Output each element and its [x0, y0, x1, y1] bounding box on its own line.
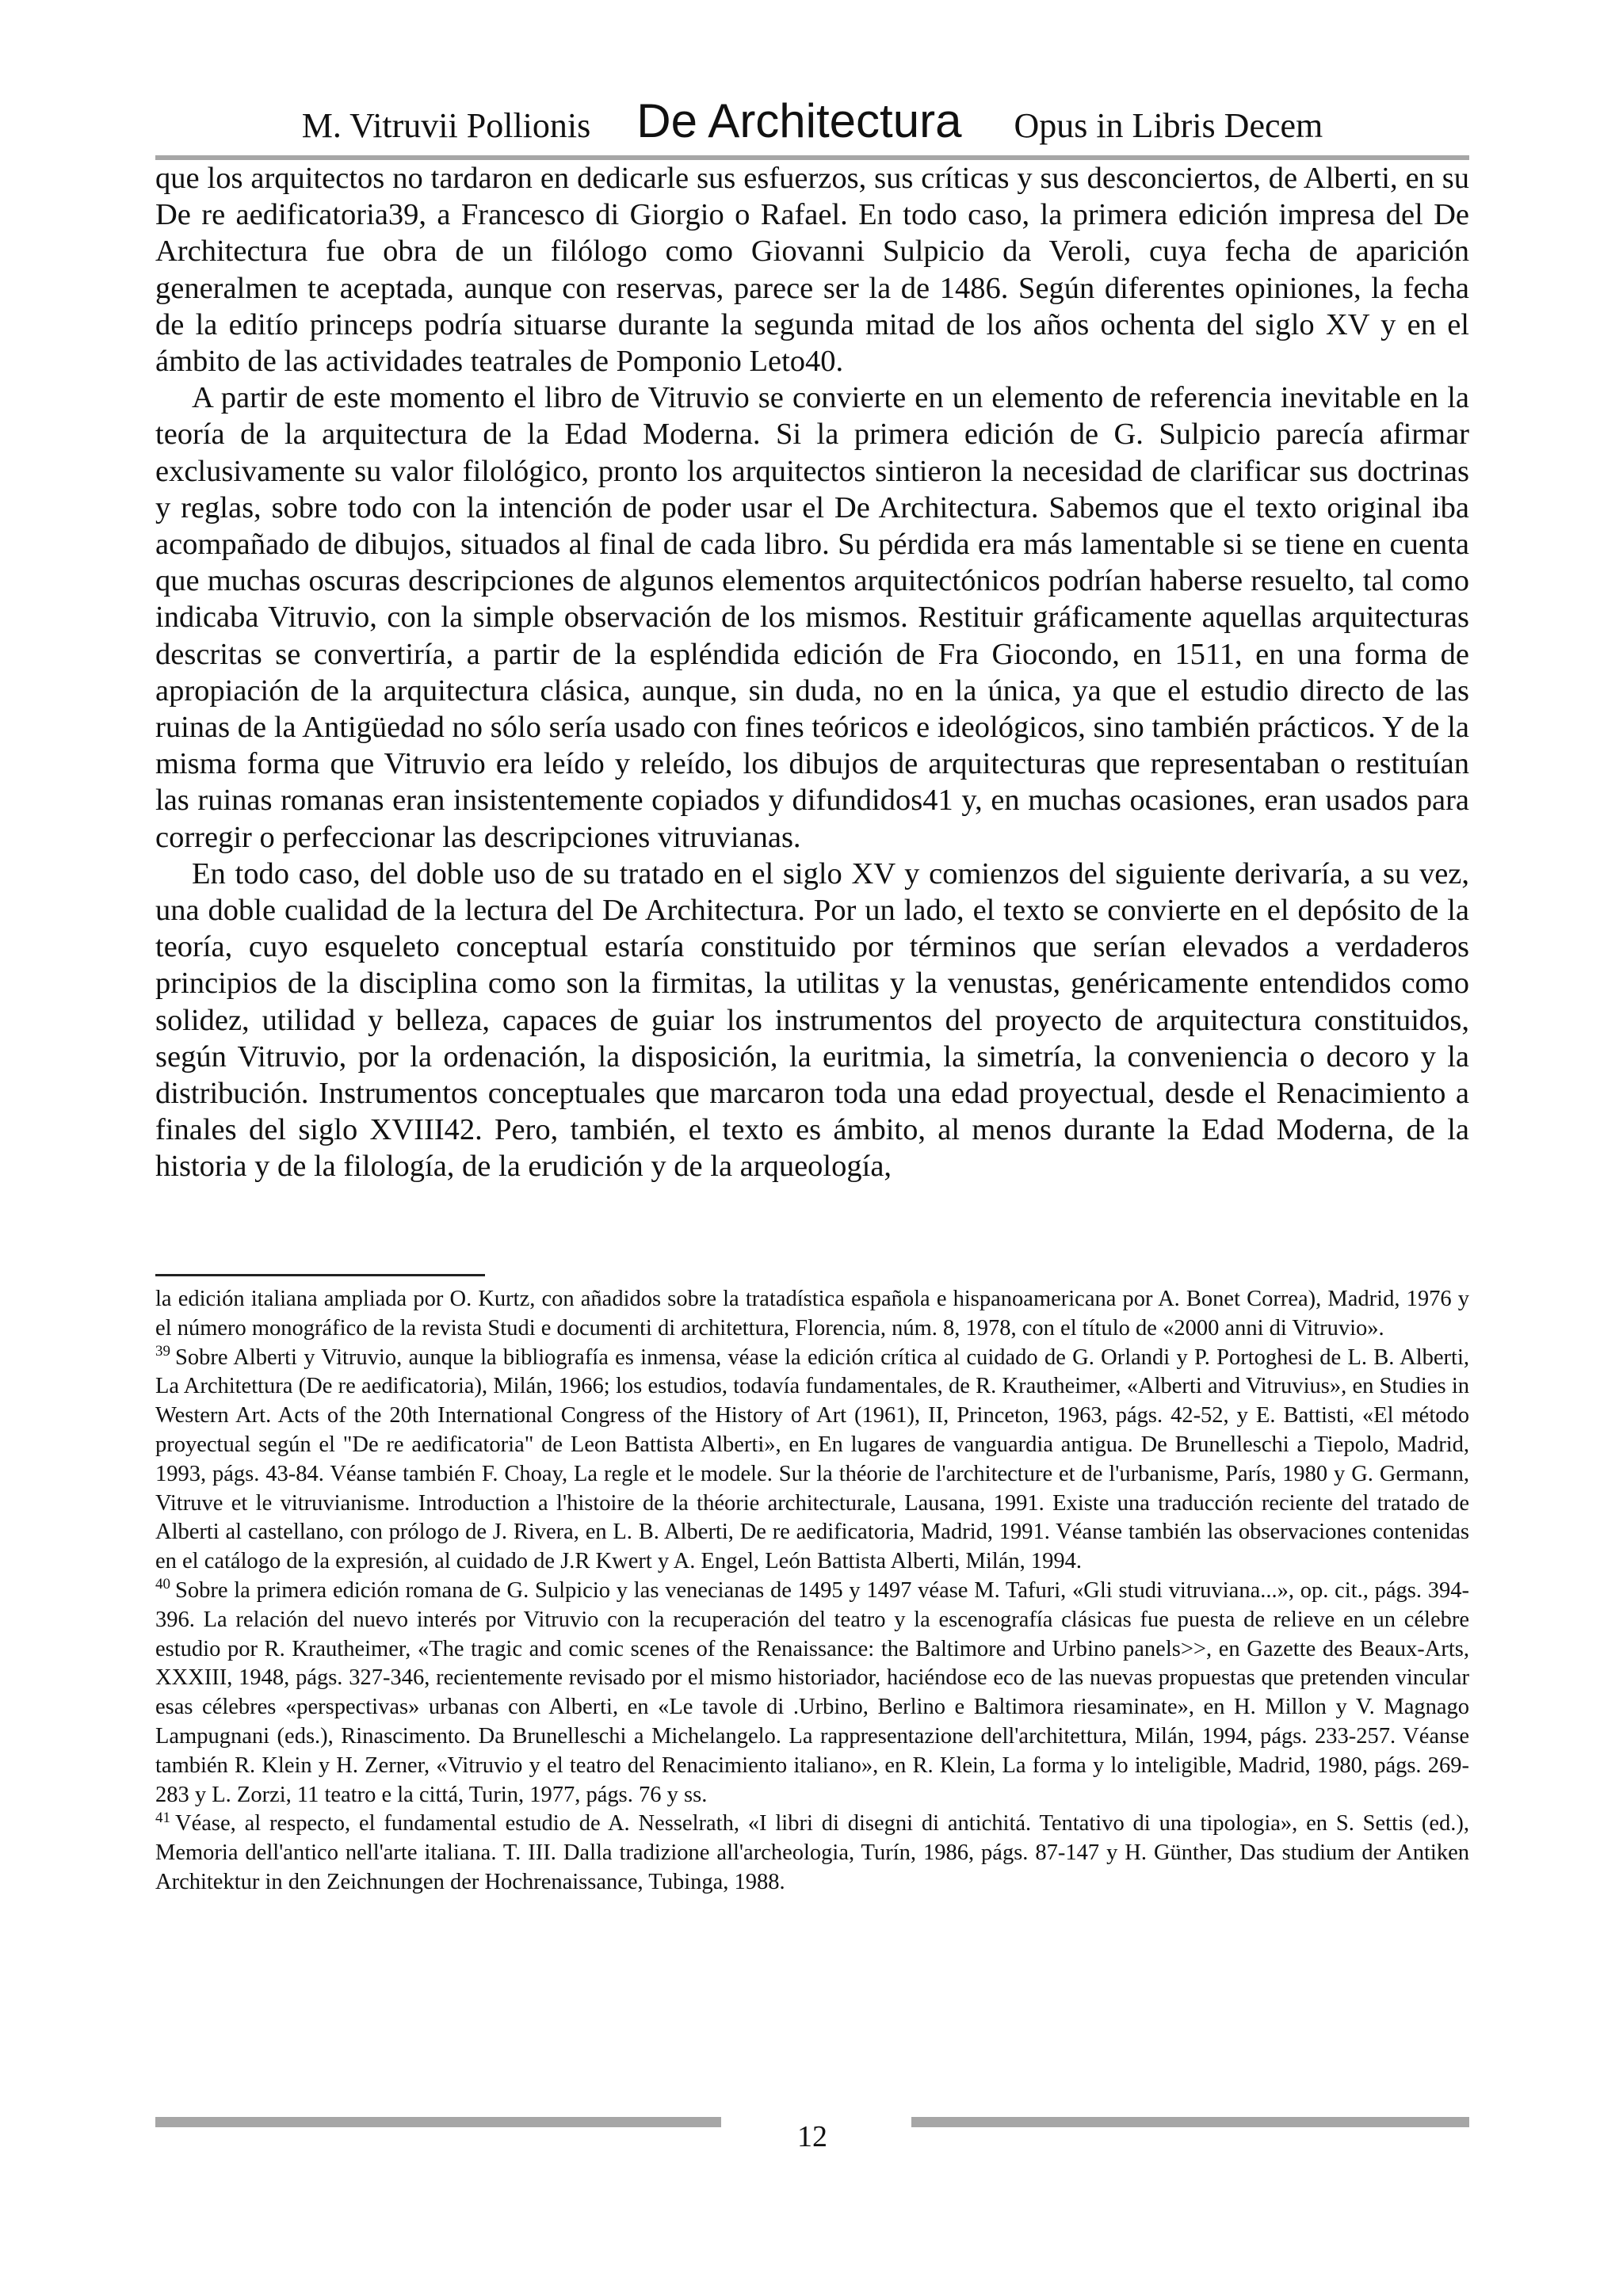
footnote-number: 39 — [155, 1343, 170, 1360]
footnote-text: Véase, al respecto, el fundamental estudio de A. Nesselrath, «I libri di disegni di antichitá. Tentativo di una tipologia», en S. Settis (ed.), Memoria dell'antico nell'arte italiana. T. III. Dalla tradizione all'archeologia, Turín, 1986, págs. 87-147 y H. Günther, Das studium der Antiken Architektur in den Zeichnungen der Hochrenaissance, Tubinga, 1988. — [155, 1811, 1469, 1894]
header-subtitle: Opus in Libris Decem — [1014, 106, 1323, 145]
page-number: 12 — [797, 2120, 827, 2153]
footnote-continued: la edición italiana ampliada por O. Kurtz, con añadidos sobre la tratadística española e hispanoamericana por A. Bonet Correa), Madrid, 1976 y el número monográfico de la revista Studi e documenti di architettura, Florencia, núm. 8, 1978, con el título de «2000 anni di Vitruvio». — [155, 1287, 1469, 1341]
footnote-text: Sobre la primera edición romana de G. Sulpicio y las venecianas de 1495 y 1497 véase M. Tafuri, «Gli studi vitruviana...», op. cit., págs. 394-396. La relación del nuevo interés por Vitruvio con la recuperación del teatro y la escenografía clásicas fue puesta de relieve en un célebre estudio por R. Krautheimer, «The tragic and comic scenes of the Renaissance: the Baltimore and Urbino panels>>, en Gazette des Beaux-Arts, XXXIII, 1948, págs. 327-346, recientemente revisado por el mismo historiador, haciéndose eco de las nuevas propuestas que pretenden vincular esas célebres «perspectivas» urbanas con Alberti, en «Le tavole di .Urbino, Berlino e Baltimora riesaminate», en H. Millon y V. Magnago Lampugnani (eds.), Rinascimento. Da Brunelleschi a Michelangelo. La rappresentazione dell'architettura, Milán, 1994, págs. 233-257. Véanse también R. Klein y H. Zerner, «Vitruvio y el teatro del Renacimiento italiano», en R. Klein, La forma y lo inteligible, Madrid, 1980, págs. 269-283 y L. Zorzi, 11 teatro e la cittá, Turin, 1977, págs. 76 y ss. — [155, 1577, 1469, 1807]
footer-bar-left — [155, 2117, 721, 2127]
footnote-39 — [155, 1344, 1469, 1577]
header-title: De Architectura — [636, 94, 962, 147]
footnote-number: 40 — [155, 1576, 170, 1593]
footnote-41 — [155, 1810, 1469, 1897]
paragraph: A partir de este momento el libro de Vitruvio se convierte en un elemento de referencia inevitable en la teoría de la arquitectura de la Edad Moderna. Si la primera edición de G. Sulpicio parecía afirmar exclusivamente su valor filológico, pronto los arquitectos sintieron la necesidad de clarificar sus doctrinas y reglas, sobre todo con la intención de poder usar el De Architectura. Sabemos que el texto original iba acompañado de dibujos, situados al final de cada libro. Su pérdida era más lamentable si se tiene en cuenta que muchas oscuras descripciones de algunos elementos arquitectónicos podrían haberse resuelto, tal como indicaba Vitruvio, con la simple observación de los mismos. Restituir gráficamente aquellas arquitecturas descritas se convertiría, a partir de la espléndida edición de Fra Giocondo, en 1511, en una forma de apropiación de la arquitectura clásica, aunque, sin duda, no en la única, ya que el estudio directo de las ruinas de la Antigüedad no sólo sería usado con fines teóricos e ideológicos, sino también prácticos. Y de la misma forma que Vitruvio era leído y releído, los dibujos de arquitecturas que representaban o restituían las ruinas romanas eran insistentemente copiados y difundidos41 y, en muchas ocasiones, eran usados para corregir o perfeccionar las descripciones vitruvianas. — [155, 381, 1469, 854]
paragraph: que los arquitectos no tardaron en dedicarle sus esfuerzos, sus críticas y sus desconciertos, de Alberti, en su De re aedificatoria39, a Francesco di Giorgio o Rafael. En todo caso, la primera edición impresa del De Architectura fue obra de un filólogo como Giovanni Sulpicio da Veroli, cuya fecha de aparición generalmen te aceptada, aunque con reservas, parece ser la de 1486. Según diferentes opiniones, la fecha de la editío princeps podría situarse durante la segunda mitad de los años ochenta del siglo XV y en el ámbito de las actividades teatrales de Pomponio Leto40. — [155, 162, 1469, 379]
footer-bar-right — [911, 2117, 1469, 2127]
footnote-40 — [155, 1577, 1469, 1810]
footnote-number: 41 — [155, 1809, 170, 1826]
header-author: M. Vitruvii Pollionis — [301, 106, 591, 145]
footnote-separator — [155, 1274, 485, 1276]
running-header — [155, 93, 1469, 165]
body-text — [155, 160, 1469, 1185]
paragraph: En todo caso, del doble uso de su tratado en el siglo XV y comienzos del siguiente derivaría, a su vez, una doble cualidad de la lectura del De Architectura. Por un lado, el texto se convierte en el depósito de la teoría, cuyo esqueleto conceptual estaría constituido por términos que serían elevados a verdaderos principios de la disciplina como son la firmitas, la utilitas y la venustas, genéricamente entendidos como solidez, utilidad y belleza, capaces de guiar los instrumentos del proyecto de arquitectura constituidos, según Vitruvio, por la ordenación, la disposición, la euritmia, la simetría, la conveniencia o decoro y la distribución. Instrumentos conceptuales que marcaron toda una edad proyectual, desde el Renacimiento a finales del siglo XVIII42. Pero, también, el texto es ámbito, al menos durante la Edad Moderna, de la historia y de la filología, de la erudición y de la arqueología, — [155, 856, 1469, 1184]
footnote-text: Sobre Alberti y Vitruvio, aunque la bibliografía es inmensa, véase la edición crítica al cuidado de G. Orlandi y P. Portoghesi de L. B. Alberti, La Architettura (De re aedificatoria), Milán, 1966; los estudios, todavía fundamentales, de R. Krautheimer, «Alberti and Vitruvius», en Studies in Western Art. Acts of the 20th International Congress of the History of Art (1961), II, Princeton, 1963, págs. 42-52, y E. Battisti, «El método proyectual según el "De re aedificatoria" de Leon Battista Alberti», en En lugares de vanguardia antigua. De Brunelleschi a Tiepolo, Madrid, 1993, págs. 43-84. Véanse también F. Choay, La regle et le modele. Sur la théorie de l'architecture et de l'urbanisme, París, 1980 y G. Germann, Vitruve et le vitruvianisme. Introduction a l'histoire de la théorie architecturale, Lausana, 1991. Existe una traducción reciente del tratado de Alberti al castellano, con prólogo de J. Rivera, en L. B. Alberti, De re aedificatoria, Madrid, 1991. Véanse también las observaciones contenidas en el catálogo de la expresión, al cuidado de J.R Kwert y A. Engel, León Battista Alberti, Milán, 1994. — [155, 1344, 1469, 1574]
footnotes — [155, 1285, 1469, 1897]
